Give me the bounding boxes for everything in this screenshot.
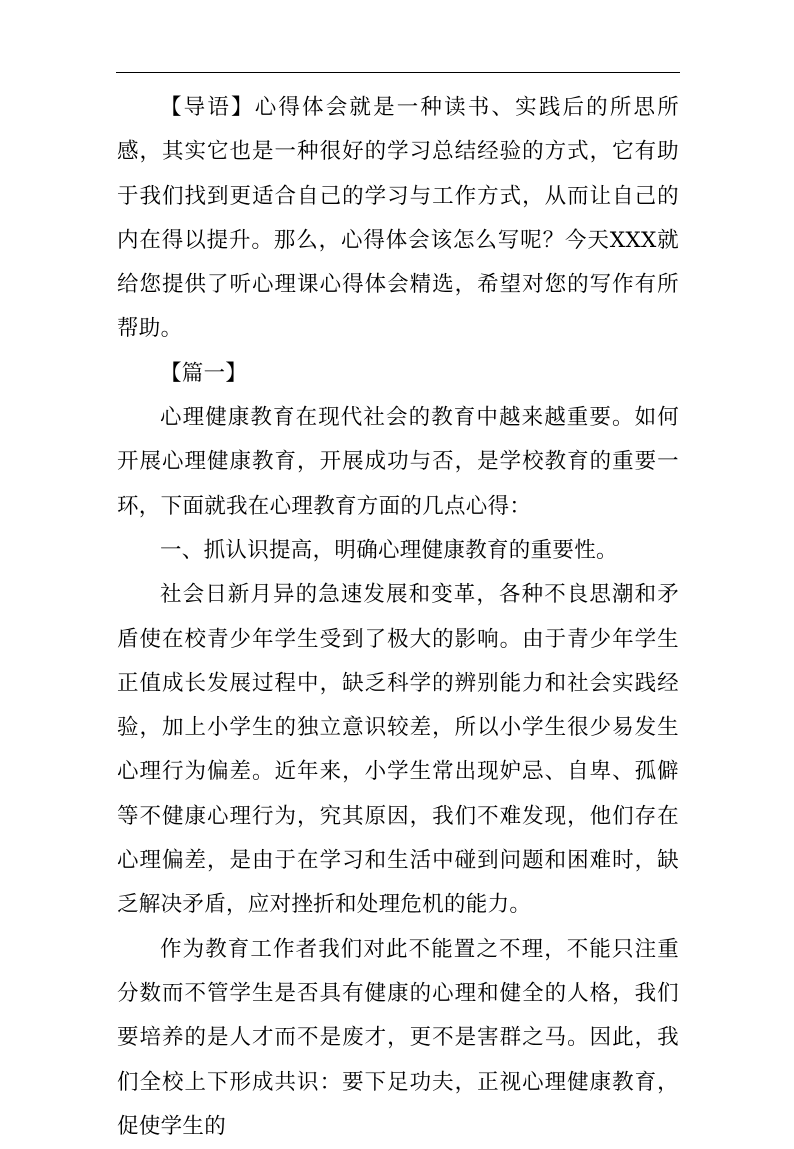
body-paragraph: 社会日新月异的急速发展和变革，各种不良思潮和矛盾使在校青少年学生受到了极大的影响。由于青少年学生正值成长发展过程中，缺乏科学的辨别能力和社会实践经验，加上小学生的独立意识较差，所以小学生很少易发生心理行为偏差。近年来，小学生常出现妒忌、自卑、孤僻等不健康心理行为，究其原因，我们不难发现，他们存在心理偏差，是由于在学习和生活中碰到问题和困难时，缺乏解决矛盾，应对挫折和处理危机的能力。: [117, 582, 679, 918]
document-body: [117, 86, 679, 1149]
header-rule: [116, 72, 680, 73]
body-paragraph: 心理健康教育在现代社会的教育中越来越重要。如何开展心理健康教育，开展成功与否，是学校教育的重要一环，下面就我在心理教育方面的几点心得：: [117, 405, 679, 519]
point-heading: 一、抓认识提高，明确心理健康教育的重要性。: [160, 537, 618, 563]
body-paragraph: 作为教育工作者我们对此不能置之不理，不能只注重分数而不管学生是否具有健康的心理和健全的人格，我们要培养的是人才而不是废才，更不是害群之马。因此，我们全校上下形成共识：要下足功夫，正视心理健康教育，促使学生的: [117, 936, 679, 1139]
intro-paragraph: 【导语】心得体会就是一种读书、实践后的所思所感，其实它也是一种很好的学习总结经验的方式，它有助于我们找到更适合自己的学习与工作方式，从而让自己的内在得以提升。那么，心得体会该怎么写呢？今天XXX就给您提供了听心理课心得体会精选，希望对您的写作有所帮助。: [117, 95, 679, 342]
section-heading: 【篇一】: [160, 360, 248, 386]
